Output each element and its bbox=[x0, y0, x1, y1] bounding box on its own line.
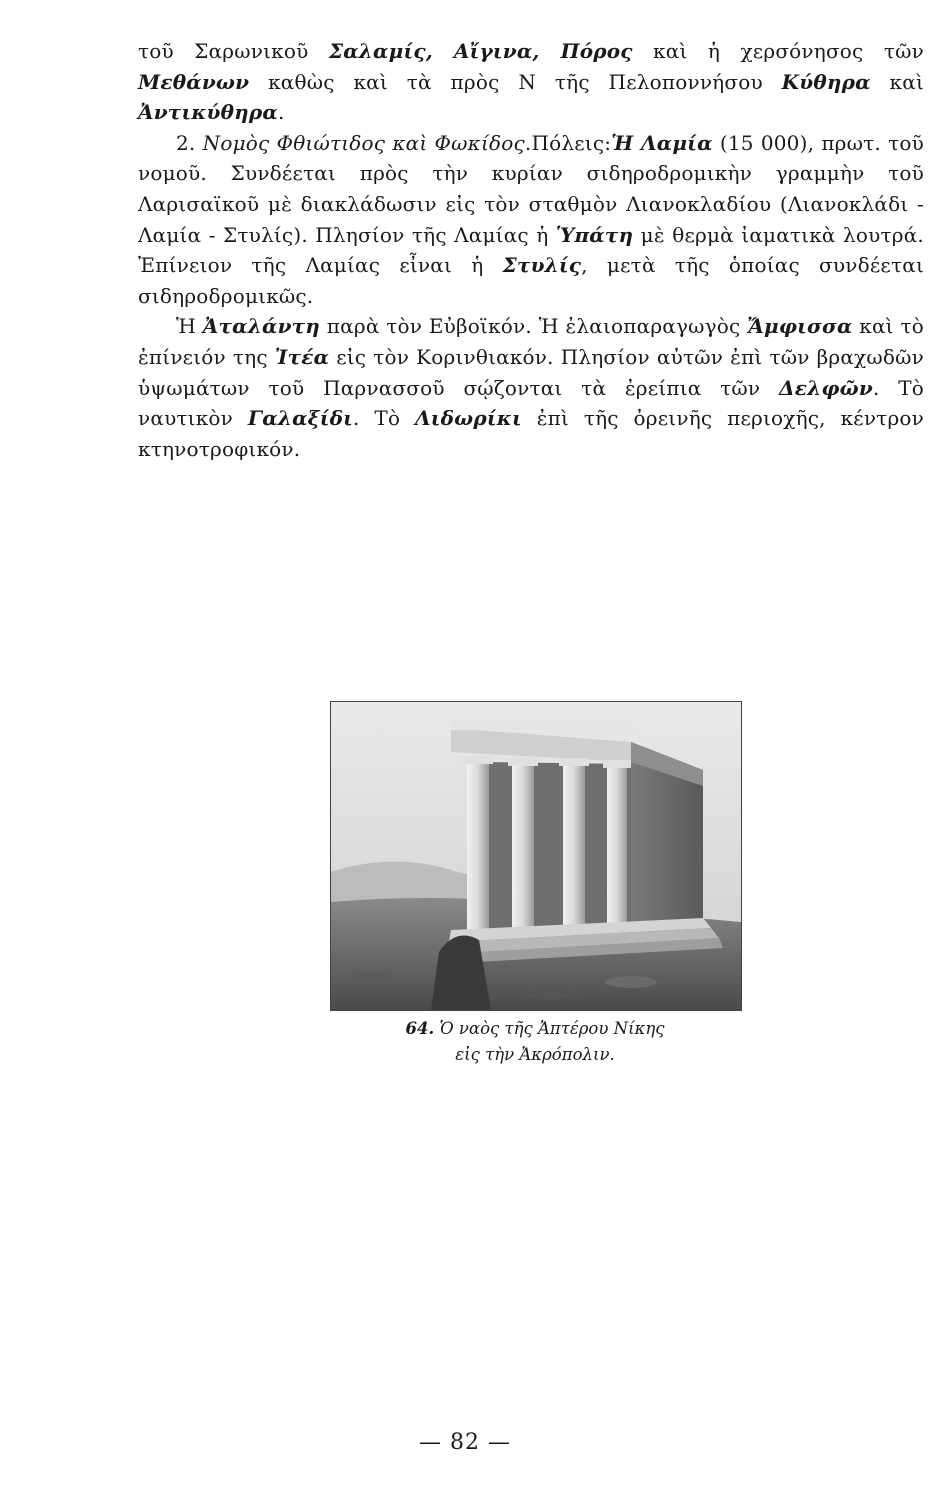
place-name: Ἄμφισσα bbox=[747, 314, 853, 339]
body-text bbox=[138, 36, 924, 464]
text-run: .Πόλεις: bbox=[524, 130, 612, 155]
figure-photo-temple-athena-nike bbox=[330, 701, 742, 1011]
text-run: Ἡ bbox=[176, 314, 203, 339]
text-run: , μετὰ τῆς ὁποίας συνδέεται σιδηροδρομικῶς. bbox=[138, 253, 924, 308]
text-run: παρὰ τὸν Εὐβοϊκόν. Ἡ ἐλαιοπαραγωγὸς bbox=[320, 314, 748, 339]
figure-caption bbox=[300, 1016, 770, 1068]
caption-text-1: Ὁ ναὸς τῆς Ἀπτέρου Νίκης bbox=[439, 1019, 665, 1038]
paragraph bbox=[138, 36, 924, 128]
text-run: μὲ θερμὰ ἰαματικὰ λουτρά. Ἐπίνειον τῆς Λαμίας εἶναι ἡ bbox=[138, 222, 924, 278]
text-run: καὶ τὸ ἐπίνειόν της bbox=[138, 314, 924, 369]
region-heading: Νομὸς Φθιώτιδος καὶ Φωκίδος bbox=[202, 130, 525, 155]
text-run: . Τὸ bbox=[353, 406, 416, 431]
temple-photo-illustration bbox=[331, 702, 741, 1010]
caption-line-2: εἰς τὴν Ἀκρόπολιν. bbox=[455, 1045, 615, 1064]
text-run: καὶ ἡ χερσόνησος τῶν bbox=[632, 39, 924, 63]
text-run: 2. bbox=[176, 130, 203, 155]
place-name: Σαλαμίς, Αἴγινα, Πόρος bbox=[328, 39, 633, 63]
caption-line-1 bbox=[300, 1016, 770, 1042]
text-run: ἐπὶ τῆς ὀρεινῆς περιοχῆς, κέντρον κτηνοτροφικόν. bbox=[138, 406, 925, 461]
text-run: . Τὸ ναυτικὸν bbox=[138, 375, 924, 431]
place-name: Κύθηρα bbox=[781, 69, 871, 94]
figure-number: 64. bbox=[405, 1019, 435, 1038]
text-run: καθὼς καὶ τὰ πρὸς Ν τῆς Πελοποννήσου bbox=[249, 69, 782, 94]
place-name: Ἡ Λαμία bbox=[611, 130, 713, 155]
paragraph bbox=[138, 128, 924, 312]
place-name: Ἰτέα bbox=[274, 344, 330, 369]
place-name: Ἀταλάντη bbox=[202, 314, 321, 339]
place-name: Μεθάνων bbox=[138, 69, 250, 94]
text-run: καὶ bbox=[870, 69, 924, 94]
paragraph bbox=[138, 311, 924, 464]
place-name: Ἀντικύθηρα bbox=[138, 100, 278, 125]
page-number: — 82 — bbox=[419, 1430, 511, 1455]
place-name: Ὑπάτη bbox=[555, 222, 634, 247]
text-run: . bbox=[277, 100, 285, 125]
place-name: Λιδωρίκι bbox=[415, 406, 522, 431]
place-name: Δελφῶν bbox=[779, 375, 873, 400]
text-run: τοῦ Σαρωνικοῦ bbox=[138, 39, 329, 63]
text-run: εἰς τὸν Κορινθιακόν. Πλησίον αὐτῶν ἐπὶ τῶν βραχωδῶν ὑψωμάτων τοῦ Παρνασσοῦ σῴζονται τὰ ἐρείπια τῶν bbox=[138, 344, 924, 400]
text-run: (15 000), πρωτ. τοῦ νομοῦ. Συνδέεται πρὸς τὴν κυρίαν σιδηροδρομικὴν γραμμὴν τοῦ Λαρισαϊκοῦ μὲ διακλάδωσιν εἰς τὸν σταθμὸν Λιανοκλαδίου (Λιανοκλάδι - Λαμία - Στυλίς). Πλησίον τῆς Λαμίας ἡ bbox=[138, 130, 924, 247]
place-name: Στυλίς bbox=[502, 253, 582, 278]
place-name: Γαλαξίδι bbox=[247, 406, 354, 431]
